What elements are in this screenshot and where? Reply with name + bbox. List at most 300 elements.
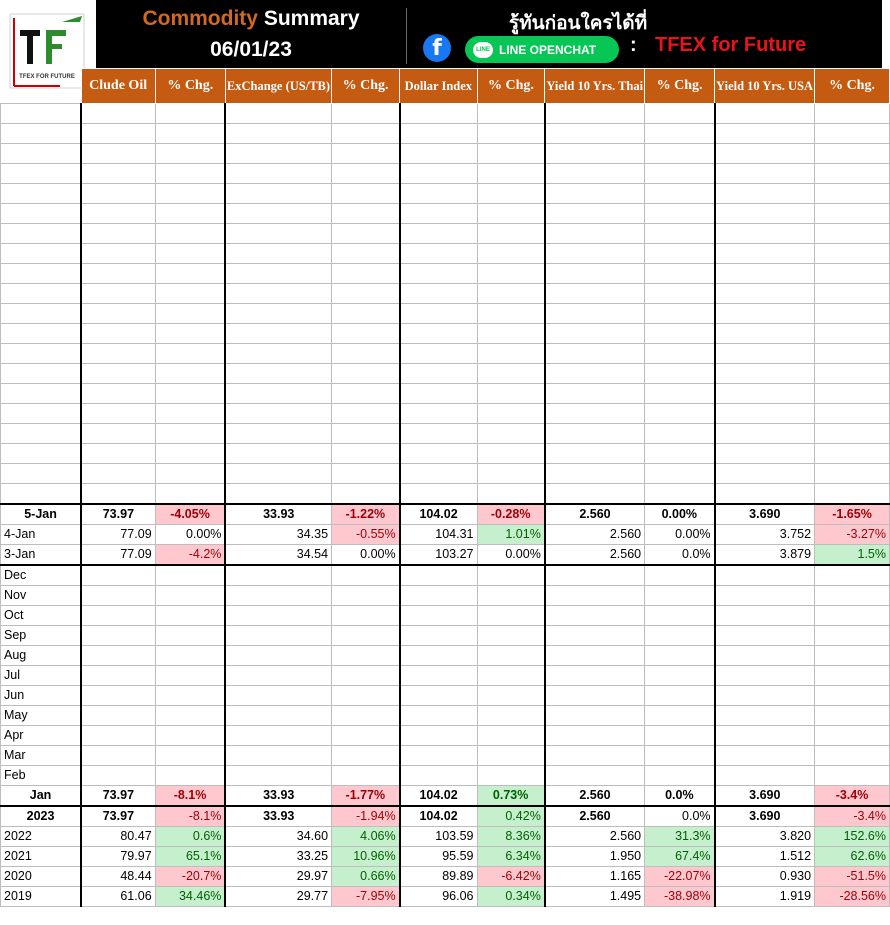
empty-cell (815, 144, 890, 164)
empty-cell (225, 685, 331, 705)
empty-cell (81, 745, 155, 765)
empty-cell (815, 605, 890, 625)
pct-change-cell: 1.01% (477, 524, 545, 544)
empty-cell (400, 645, 477, 665)
empty-cell (400, 725, 477, 745)
empty-cell (645, 464, 715, 484)
empty-cell (400, 364, 477, 384)
empty-cell (225, 364, 331, 384)
empty-cell (225, 745, 331, 765)
month-label: Mar (1, 745, 82, 765)
value-cell: 3.752 (715, 524, 815, 544)
empty-cell (225, 705, 331, 725)
empty-cell (815, 705, 890, 725)
empty-cell (477, 605, 545, 625)
pct-change-cell: 0.73% (477, 785, 545, 806)
empty-cell (645, 284, 715, 304)
empty-cell (155, 104, 225, 124)
logo-tagline: TFEX FOR FUTURE (19, 74, 75, 80)
month-row (1, 585, 890, 605)
empty-cell (645, 184, 715, 204)
empty-row (1, 304, 890, 324)
empty-cell (715, 665, 815, 685)
value-cell: 29.97 (225, 867, 331, 887)
row-label: 2020 (1, 867, 82, 887)
empty-cell (332, 665, 400, 685)
empty-cell (477, 204, 545, 224)
empty-cell (545, 124, 645, 144)
empty-cell (815, 324, 890, 344)
value-cell: 103.27 (400, 544, 477, 565)
empty-cell (155, 585, 225, 605)
pct-change-cell: 0.0% (645, 785, 715, 806)
column-header: Yield 10 Yrs. USA (715, 69, 815, 104)
empty-cell (81, 665, 155, 685)
year-row (1, 887, 890, 907)
empty-cell (645, 364, 715, 384)
pct-change-cell: -8.1% (155, 785, 225, 806)
empty-cell (645, 424, 715, 444)
empty-cell (545, 104, 645, 124)
empty-cell (1, 384, 82, 404)
pct-change-cell: -1.94% (332, 806, 400, 827)
pct-change-cell: -3.4% (815, 785, 890, 806)
value-cell: 2.560 (545, 806, 645, 827)
empty-cell (155, 705, 225, 725)
month-row (1, 645, 890, 665)
empty-cell (225, 565, 331, 586)
empty-cell (332, 124, 400, 144)
pct-change-cell: -8.1% (155, 806, 225, 827)
pct-change-cell: -3.27% (815, 524, 890, 544)
value-cell: 0.930 (715, 867, 815, 887)
empty-cell (225, 384, 331, 404)
empty-cell (477, 324, 545, 344)
pct-change-cell: -7.95% (332, 887, 400, 907)
empty-cell (645, 765, 715, 785)
empty-cell (545, 204, 645, 224)
daily-row (1, 524, 890, 544)
empty-cell (225, 124, 331, 144)
pct-change-cell: -0.55% (332, 524, 400, 544)
empty-cell (155, 304, 225, 324)
empty-cell (332, 384, 400, 404)
empty-cell (81, 605, 155, 625)
empty-cell (477, 224, 545, 244)
empty-cell (81, 264, 155, 284)
empty-cell (815, 444, 890, 464)
empty-cell (645, 224, 715, 244)
empty-cell (332, 264, 400, 284)
empty-cell (225, 284, 331, 304)
empty-cell (645, 585, 715, 605)
empty-cell (155, 144, 225, 164)
month-row (1, 685, 890, 705)
empty-cell (815, 464, 890, 484)
empty-cell (715, 645, 815, 665)
empty-cell (155, 565, 225, 586)
empty-cell (155, 384, 225, 404)
value-cell: 80.47 (81, 827, 155, 847)
row-label: 2022 (1, 827, 82, 847)
value-cell: 2.560 (545, 544, 645, 565)
empty-cell (477, 404, 545, 424)
summary-table (0, 68, 890, 907)
empty-cell (155, 404, 225, 424)
column-header: ExChange (US/TB) (225, 69, 331, 104)
empty-cell (1, 224, 82, 244)
empty-cell (332, 685, 400, 705)
empty-cell (545, 725, 645, 745)
empty-cell (332, 484, 400, 504)
value-cell: 103.59 (400, 827, 477, 847)
empty-cell (155, 625, 225, 645)
empty-cell (477, 645, 545, 665)
month-label: Dec (1, 565, 82, 586)
pct-change-cell: 0.0% (645, 806, 715, 827)
empty-cell (81, 565, 155, 586)
empty-cell (545, 745, 645, 765)
empty-cell (715, 705, 815, 725)
empty-cell (155, 424, 225, 444)
empty-cell (715, 725, 815, 745)
empty-cell (332, 104, 400, 124)
empty-cell (400, 204, 477, 224)
row-label: 2019 (1, 887, 82, 907)
empty-cell (545, 424, 645, 444)
value-cell: 95.59 (400, 847, 477, 867)
month-row (1, 725, 890, 745)
empty-cell (225, 645, 331, 665)
line-openchat-label: LINE OPENCHAT (499, 42, 597, 57)
empty-cell (225, 144, 331, 164)
empty-cell (400, 444, 477, 464)
pct-change-cell: 0.00% (645, 524, 715, 544)
empty-cell (155, 725, 225, 745)
empty-cell (1, 104, 82, 124)
empty-row (1, 364, 890, 384)
empty-cell (545, 705, 645, 725)
empty-cell (715, 605, 815, 625)
month-row (1, 705, 890, 725)
empty-cell (477, 745, 545, 765)
value-cell: 3.690 (715, 806, 815, 827)
empty-row (1, 184, 890, 204)
empty-cell (645, 444, 715, 464)
value-cell: 1.512 (715, 847, 815, 867)
empty-cell (400, 224, 477, 244)
empty-cell (545, 665, 645, 685)
empty-cell (332, 705, 400, 725)
report-date: 06/01/23 (210, 38, 292, 61)
year-row (1, 867, 890, 887)
empty-cell (545, 765, 645, 785)
empty-row (1, 164, 890, 184)
pct-change-cell: 0.34% (477, 887, 545, 907)
pct-change-cell: -20.7% (155, 867, 225, 887)
empty-cell (155, 364, 225, 384)
empty-row (1, 284, 890, 304)
empty-cell (332, 144, 400, 164)
value-cell: 77.09 (81, 544, 155, 565)
pct-change-cell: -3.4% (815, 806, 890, 827)
empty-cell (1, 204, 82, 224)
empty-cell (545, 444, 645, 464)
empty-cell (155, 344, 225, 364)
row-label: 3-Jan (1, 544, 82, 565)
pct-change-cell: -51.5% (815, 867, 890, 887)
value-cell: 1.919 (715, 887, 815, 907)
value-cell: 33.93 (225, 504, 331, 525)
empty-cell (81, 464, 155, 484)
empty-cell (332, 424, 400, 444)
month-label: Aug (1, 645, 82, 665)
empty-cell (400, 344, 477, 364)
value-cell: 33.93 (225, 785, 331, 806)
title-word-commodity: Commodity (142, 7, 258, 30)
empty-cell (645, 665, 715, 685)
empty-cell (545, 264, 645, 284)
empty-cell (715, 625, 815, 645)
brand-name: TFEX for Future (655, 34, 807, 56)
empty-row (1, 424, 890, 444)
empty-cell (715, 104, 815, 124)
empty-cell (81, 144, 155, 164)
pct-change-cell: 31.3% (645, 827, 715, 847)
empty-cell (545, 585, 645, 605)
empty-cell (545, 364, 645, 384)
empty-cell (815, 224, 890, 244)
month-label: Apr (1, 725, 82, 745)
empty-cell (400, 164, 477, 184)
empty-cell (815, 364, 890, 384)
column-header: % Chg. (477, 69, 545, 104)
empty-cell (81, 725, 155, 745)
empty-cell (715, 344, 815, 364)
empty-row (1, 484, 890, 504)
empty-cell (1, 304, 82, 324)
empty-cell (477, 464, 545, 484)
empty-cell (81, 484, 155, 504)
line-openchat-button[interactable] (465, 36, 619, 63)
empty-cell (645, 384, 715, 404)
value-cell: 33.25 (225, 847, 331, 867)
facebook-icon[interactable]: f (423, 34, 451, 62)
empty-cell (715, 444, 815, 464)
empty-cell (645, 304, 715, 324)
empty-cell (155, 124, 225, 144)
empty-cell (81, 364, 155, 384)
value-cell: 29.77 (225, 887, 331, 907)
empty-cell (645, 144, 715, 164)
empty-cell (225, 304, 331, 324)
empty-cell (715, 264, 815, 284)
pct-change-cell: -1.65% (815, 504, 890, 525)
empty-cell (332, 725, 400, 745)
empty-cell (400, 565, 477, 586)
empty-cell (815, 424, 890, 444)
empty-cell (645, 484, 715, 504)
empty-cell (477, 765, 545, 785)
month-row (1, 565, 890, 586)
empty-cell (155, 685, 225, 705)
empty-cell (477, 284, 545, 304)
empty-cell (715, 224, 815, 244)
pct-change-cell: 0.0% (645, 544, 715, 565)
empty-cell (715, 765, 815, 785)
empty-cell (477, 104, 545, 124)
empty-row (1, 144, 890, 164)
value-cell: 61.06 (81, 887, 155, 907)
empty-cell (332, 444, 400, 464)
value-cell: 1.165 (545, 867, 645, 887)
pct-change-cell: 62.6% (815, 847, 890, 867)
empty-cell (155, 164, 225, 184)
month-label: Jul (1, 665, 82, 685)
empty-cell (81, 124, 155, 144)
empty-cell (645, 745, 715, 765)
empty-cell (155, 765, 225, 785)
empty-cell (545, 284, 645, 304)
empty-cell (155, 284, 225, 304)
pct-change-cell: -1.77% (332, 785, 400, 806)
empty-cell (1, 404, 82, 424)
month-row (1, 665, 890, 685)
empty-cell (645, 264, 715, 284)
empty-cell (477, 725, 545, 745)
month-label: Sep (1, 625, 82, 645)
empty-cell (477, 585, 545, 605)
empty-cell (225, 104, 331, 124)
pct-change-cell: 0.42% (477, 806, 545, 827)
empty-cell (477, 484, 545, 504)
empty-cell (545, 184, 645, 204)
column-header: Clude Oil (81, 69, 155, 104)
empty-cell (81, 284, 155, 304)
empty-cell (1, 364, 82, 384)
empty-cell (715, 745, 815, 765)
empty-cell (1, 124, 82, 144)
empty-cell (815, 484, 890, 504)
empty-cell (815, 304, 890, 324)
empty-cell (1, 444, 82, 464)
empty-cell (545, 384, 645, 404)
empty-cell (477, 244, 545, 264)
empty-cell (155, 745, 225, 765)
empty-cell (81, 705, 155, 725)
pct-change-cell: -4.2% (155, 544, 225, 565)
month-total-row (1, 785, 890, 806)
column-header: Dollar Index (400, 69, 477, 104)
empty-row (1, 324, 890, 344)
empty-row (1, 124, 890, 144)
empty-cell (400, 284, 477, 304)
empty-cell (545, 144, 645, 164)
pct-change-cell: -4.05% (155, 504, 225, 525)
empty-cell (715, 484, 815, 504)
thai-tagline: รู้ทันก่อนใครได้ที่ (508, 12, 648, 34)
empty-cell (645, 244, 715, 264)
value-cell: 34.54 (225, 544, 331, 565)
empty-cell (815, 685, 890, 705)
empty-row (1, 464, 890, 484)
month-label: Oct (1, 605, 82, 625)
value-cell: 2.560 (545, 524, 645, 544)
empty-cell (545, 344, 645, 364)
empty-cell (545, 625, 645, 645)
pct-change-cell: 0.00% (477, 544, 545, 565)
empty-cell (400, 244, 477, 264)
empty-cell (1, 144, 82, 164)
empty-cell (645, 324, 715, 344)
empty-cell (715, 164, 815, 184)
empty-cell (81, 765, 155, 785)
value-cell: 33.93 (225, 806, 331, 827)
value-cell: 104.31 (400, 524, 477, 544)
empty-cell (645, 645, 715, 665)
empty-cell (81, 384, 155, 404)
empty-cell (545, 324, 645, 344)
empty-cell (545, 605, 645, 625)
column-header: Yield 10 Yrs. Thai (545, 69, 645, 104)
pct-change-cell: 65.1% (155, 847, 225, 867)
empty-cell (225, 244, 331, 264)
row-label: Jan (1, 785, 82, 806)
empty-cell (400, 625, 477, 645)
empty-row (1, 404, 890, 424)
empty-cell (81, 404, 155, 424)
empty-cell (155, 264, 225, 284)
empty-cell (400, 705, 477, 725)
pct-change-cell: 152.6% (815, 827, 890, 847)
empty-cell (332, 745, 400, 765)
empty-cell (225, 585, 331, 605)
empty-cell (225, 484, 331, 504)
empty-cell (400, 745, 477, 765)
empty-cell (400, 404, 477, 424)
pct-change-cell: 8.36% (477, 827, 545, 847)
empty-cell (155, 484, 225, 504)
empty-cell (81, 585, 155, 605)
value-cell: 1.950 (545, 847, 645, 867)
pct-change-cell: 0.00% (645, 504, 715, 525)
empty-row (1, 244, 890, 264)
empty-cell (225, 324, 331, 344)
value-cell: 77.09 (81, 524, 155, 544)
empty-cell (477, 364, 545, 384)
empty-cell (332, 404, 400, 424)
empty-cell (815, 404, 890, 424)
value-cell: 96.06 (400, 887, 477, 907)
empty-cell (645, 104, 715, 124)
empty-cell (715, 204, 815, 224)
pct-change-cell: -22.07% (645, 867, 715, 887)
empty-cell (815, 625, 890, 645)
daily-row (1, 504, 890, 525)
empty-cell (332, 625, 400, 645)
empty-cell (645, 625, 715, 645)
year-row (1, 847, 890, 867)
empty-cell (645, 605, 715, 625)
empty-cell (155, 184, 225, 204)
empty-cell (400, 264, 477, 284)
empty-cell (332, 344, 400, 364)
value-cell: 2.560 (545, 827, 645, 847)
empty-cell (815, 284, 890, 304)
empty-cell (1, 484, 82, 504)
empty-cell (225, 224, 331, 244)
empty-cell (400, 324, 477, 344)
